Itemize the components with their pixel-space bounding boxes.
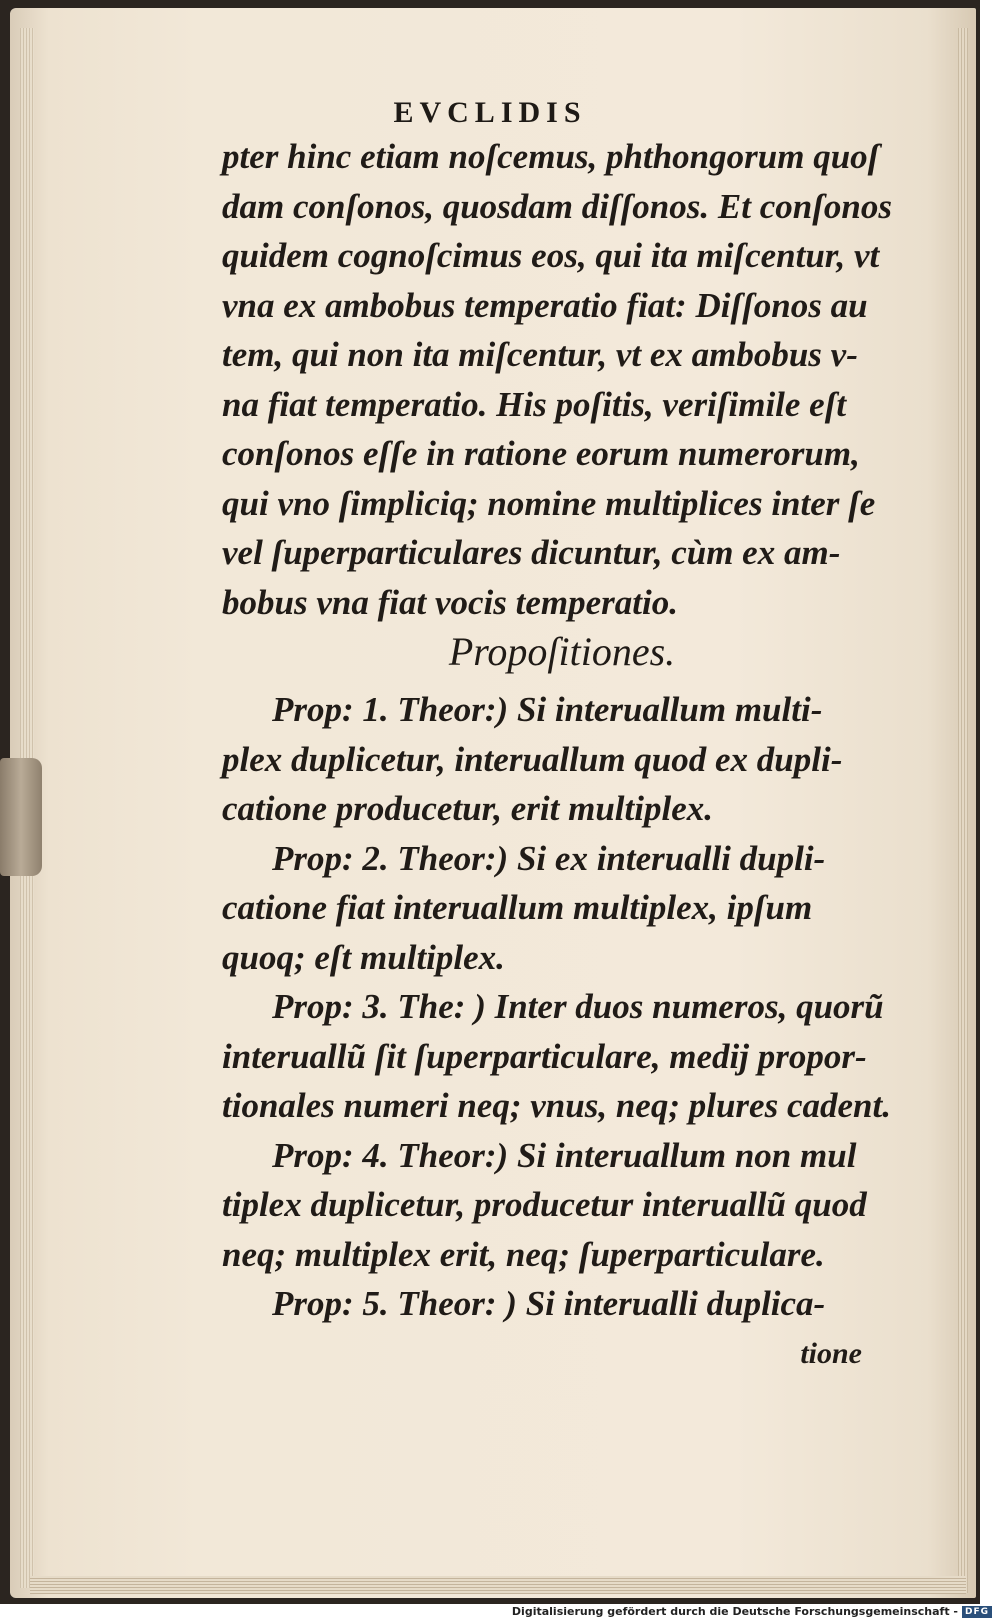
body-line: tem, qui non ita miſcentur, vt ex ambobus v- — [222, 335, 858, 374]
dfg-logo: DFG — [962, 1606, 992, 1618]
proposition-3-line: tionales numeri neq; vnus, neq; plures cadent. — [222, 1086, 891, 1125]
proposition-4-line: tiplex duplicetur, producetur interuallũ quod — [222, 1185, 867, 1224]
proposition-5-first: Prop: 5. Theor: ) Si interualli duplica- — [272, 1284, 826, 1323]
section-heading: Propoſitiones. — [448, 629, 676, 674]
body-line: conſonos eſſe in ratione eorum numerorum, — [222, 434, 860, 473]
proposition-2-first: Prop: 2. Theor:) Si ex interualli dupli- — [272, 838, 826, 878]
body-line: pter hinc etiam noſcemus, phthongorum quoſ — [222, 137, 880, 176]
bookmark-ribbon — [0, 758, 42, 876]
catchword: tione — [800, 1336, 862, 1370]
proposition-1-line: plex duplicetur, interuallum quod ex dupli- — [222, 739, 843, 779]
proposition-2-line: catione fiat interuallum multiplex, ipſum — [222, 888, 813, 927]
body-line: quidem cognoſcimus eos, qui ita miſcentur, vt — [222, 236, 880, 275]
page-text — [222, 132, 922, 1378]
proposition-4-line: neq; multiplex erit, neq; ſuperparticulare. — [222, 1234, 825, 1274]
digitization-footer — [512, 1605, 992, 1618]
proposition-1-line: catione producetur, erit multiplex. — [222, 789, 713, 828]
body-line: na fiat temperatio. His poſitis, veriſimile eſt — [222, 384, 847, 424]
proposition-1-first: Prop: 1. Theor:) Si interuallum multi- — [272, 690, 823, 729]
body-line: dam conſonos, quosdam diſſonos. Et conſonos — [222, 186, 892, 226]
page-stack-bottom — [30, 1576, 966, 1594]
body-line: vel ſuperparticulares dicuntur, cùm ex am- — [222, 533, 841, 572]
proposition-2-line: quoq; eſt multiplex. — [222, 937, 505, 977]
page-stack-right — [958, 28, 968, 1593]
proposition-3-first: Prop: 3. The: ) Inter duos numeros, quorũ — [272, 987, 884, 1026]
body-line: vna ex ambobus temperatio fiat: Diſſonos au — [222, 285, 868, 325]
running-head: EVCLIDIS — [393, 96, 587, 129]
body-line: qui vno ſimpliciq; nomine multiplices inter ſe — [222, 483, 876, 523]
footer-text: Digitalisierung gefördert durch die Deutsche Forschungsgemeinschaft - — [511, 1605, 958, 1618]
body-line: bobus vna fiat vocis temperatio. — [222, 582, 678, 622]
proposition-3-line: interuallũ ſit ſuperparticulare, medij propor- — [222, 1036, 867, 1076]
proposition-4-first: Prop: 4. Theor:) Si interuallum non mul — [272, 1135, 857, 1175]
